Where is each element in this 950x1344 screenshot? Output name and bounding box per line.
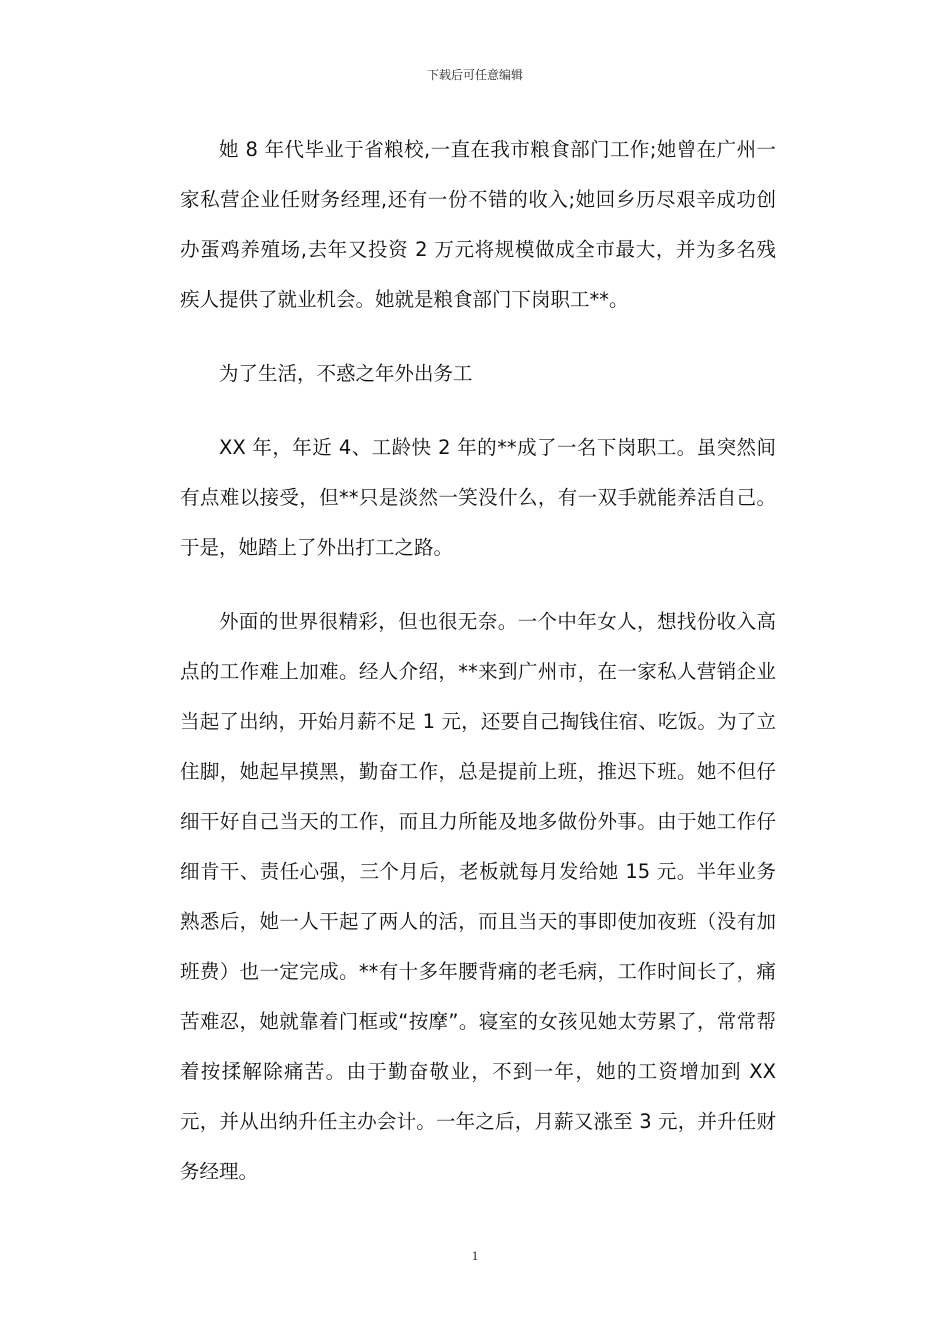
page-header: 下载后可任意编辑	[426, 68, 523, 82]
paragraph-gap	[180, 325, 776, 349]
paragraph-gap	[180, 573, 776, 597]
section-heading: 为了生活，不惑之年外出务工	[219, 362, 473, 385]
document-body	[180, 125, 776, 1197]
page-number: 1	[471, 1248, 479, 1263]
paragraph-work-story: 外面的世界很精彩，但也很无奈。一个中年女人，想找份收入高点的工作难上加难。经人介绍，**来到广州市，在一家私人营销企业当起了出纳，开始月薪不足 1 元，还要自己掏钱住宿、吃饭。为了立住脚，她起早摸黑，勤奋工作，总是提前上班，推迟下班。她不但仔细干好自己当天的工作，而且力所能及地多做份外事。由于她工作仔细肯干、责任心强，三个月后，老板就每月发给她 15 元。半年业务熟悉后，她一人干起了两人的活，而且当天的事即使加夜班（没有加班费）也一定完成。**有十多年腰背痛的老毛病，工作时间长了，痛苦难忍，她就靠着门框或“按摩”。寝室的女孩见她太劳累了，常常帮着按揉解除痛苦。由于勤奋敬业，不到一年，她的工资增加到 XX 元，并从出纳升任主办会计。一年之后，月薪又涨至 3 元，并升任财务经理。	[180, 610, 776, 1183]
paragraph-gap	[180, 399, 776, 423]
paragraph-intro: 她 8 年代毕业于省粮校,一直在我市粮食部门工作;她曾在广州一家私营企业任财务经理,还有一份不错的收入;她回乡历尽艰辛成功创办蛋鸡养殖场,去年又投资 2 万元将规模做成全市最大，并为多名残疾人提供了就业机会。她就是粮食部门下岗职工**。	[180, 138, 776, 311]
paragraph-layoff: XX 年，年近 4、工龄快 2 年的**成了一名下岗职工。虽突然间有点难以接受，但**只是淡然一笑没什么，有一双手就能养活自己。于是，她踏上了外出打工之路。	[180, 436, 776, 559]
